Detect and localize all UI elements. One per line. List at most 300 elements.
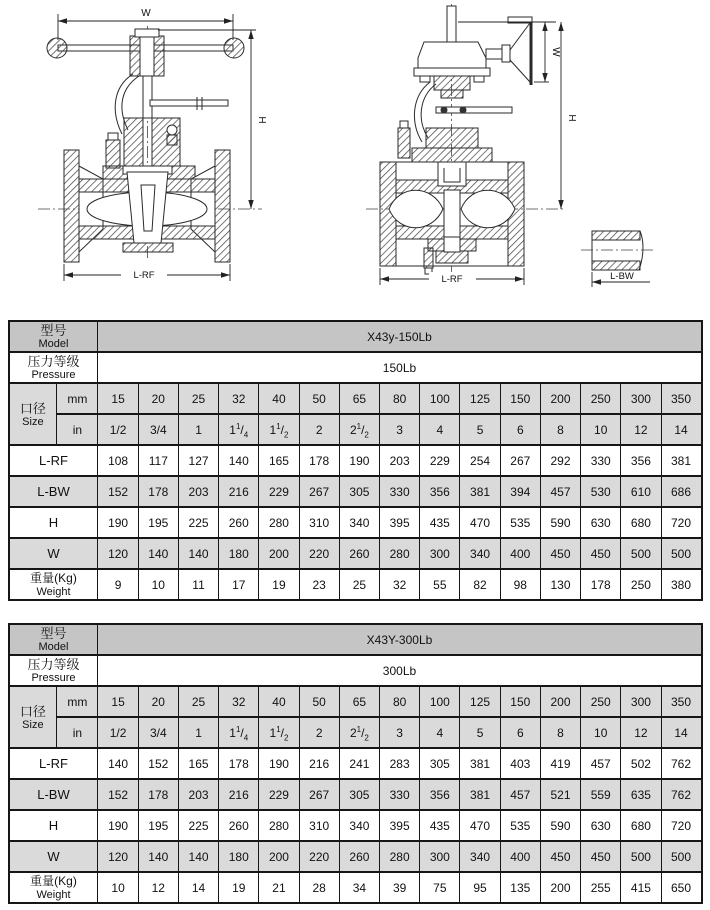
spec-cell: 75 (420, 872, 460, 903)
size-in-cell: 6 (500, 414, 540, 445)
size-in-row (9, 414, 702, 445)
size-in-cell: 2 (299, 717, 339, 748)
spec-cell: 17 (219, 569, 259, 600)
spec-cell: 686 (661, 476, 701, 507)
spec-cell: 195 (138, 810, 178, 841)
spec-cell: 305 (339, 476, 379, 507)
spec-cell: 108 (98, 445, 138, 476)
gland-lower (441, 90, 463, 98)
spec-cell: 140 (138, 841, 178, 872)
size-mm-cell: 200 (540, 686, 580, 717)
size-mm-cell: 150 (500, 383, 540, 414)
spec-cell: 630 (581, 810, 621, 841)
size-in-cell: 6 (500, 717, 540, 748)
spec-cell: 283 (380, 748, 420, 779)
spec-cell: 280 (380, 538, 420, 569)
spec-cell: 178 (138, 476, 178, 507)
spec-cell: 229 (259, 476, 299, 507)
wrench-ball-right (224, 38, 244, 58)
spec-cell: 200 (540, 872, 580, 903)
bonnet (426, 128, 478, 148)
spec-cell: 500 (621, 538, 661, 569)
size-mm-cell: 125 (460, 686, 500, 717)
spec-cell: 280 (259, 507, 299, 538)
spec-cell: 21 (259, 872, 299, 903)
spec-cell: 356 (420, 779, 460, 810)
size-mm-cell: 65 (339, 383, 379, 414)
spec-cell: 32 (380, 569, 420, 600)
spec-cell: 280 (380, 841, 420, 872)
pressure-row (9, 352, 702, 383)
spec-cell: 395 (380, 507, 420, 538)
spec-cell: 260 (339, 538, 379, 569)
size-mm-cell: 40 (259, 686, 299, 717)
size-mm-cell: 250 (581, 383, 621, 414)
spec-cell: 300 (420, 841, 460, 872)
spec-cell: 10 (98, 872, 138, 903)
spec-cell: 381 (661, 445, 701, 476)
size-mm-cell: 15 (98, 686, 138, 717)
row-label-weight: 重量(Kg) Weight (9, 569, 98, 600)
spec-cell: 140 (138, 538, 178, 569)
size-mm-cell: 350 (661, 686, 701, 717)
dim-label-w-left: W (141, 8, 151, 19)
model-value: X43y-150Lb (98, 321, 702, 352)
spec-cell: 216 (219, 779, 259, 810)
spec-cell: 200 (259, 538, 299, 569)
spec-cell: 190 (98, 507, 138, 538)
size-in-cell: $2^1/_2$ (339, 717, 379, 748)
size-in-cell: 1 (178, 414, 218, 445)
dim-label-h-left: H (256, 116, 267, 124)
flange-right (215, 150, 230, 262)
unit-in-label: in (57, 414, 98, 445)
spec-cell: 55 (420, 569, 460, 600)
bottom-cap-lower (436, 251, 468, 263)
size-in-cell: $1^1/_4$ (219, 717, 259, 748)
spec-cell: 381 (460, 748, 500, 779)
row-label-l-rf: L-RF (9, 748, 98, 779)
spec-cell: 260 (219, 507, 259, 538)
row-label-l-bw: L-BW (9, 779, 98, 810)
spec-row-h (9, 507, 702, 538)
size-mm-cell: 300 (621, 383, 661, 414)
spec-cell: 178 (138, 779, 178, 810)
spec-cell: 292 (540, 445, 580, 476)
unit-mm-label: mm (57, 686, 98, 717)
bottom-cover (123, 243, 173, 252)
size-mm-cell: 300 (621, 686, 661, 717)
plug-column (444, 190, 460, 239)
dim-label-lrf-right: L-RF (441, 274, 463, 285)
model-row (9, 321, 702, 352)
size-in-cell: 10 (581, 717, 621, 748)
dim-label-lrf-left: L-RF (133, 270, 155, 281)
bolt-head (108, 133, 118, 140)
spec-cell: 178 (219, 748, 259, 779)
model-label: 型号 Model (9, 321, 98, 352)
size-in-cell: 3 (380, 717, 420, 748)
spec-cell: 216 (299, 748, 339, 779)
spec-cell: 720 (661, 507, 701, 538)
spec-cell: 152 (138, 748, 178, 779)
spec-cell: 310 (299, 507, 339, 538)
spec-row-w (9, 841, 702, 872)
spec-cell: 127 (178, 445, 218, 476)
spec-cell: 203 (178, 476, 218, 507)
spec-cell: 229 (420, 445, 460, 476)
technical-drawings (0, 0, 710, 312)
spec-cell: 95 (460, 872, 500, 903)
size-in-cell: 12 (621, 414, 661, 445)
spec-cell: 435 (420, 507, 460, 538)
spec-cell: 267 (299, 476, 339, 507)
bottom-plug (444, 237, 460, 252)
row-label-w: W (9, 841, 98, 872)
size-mm-row (9, 686, 702, 717)
size-mm-cell: 100 (420, 686, 460, 717)
size-mm-cell: 50 (299, 383, 339, 414)
spec-cell: 140 (98, 748, 138, 779)
spec-cell: 180 (219, 841, 259, 872)
spec-cell: 610 (621, 476, 661, 507)
spec-cell: 220 (299, 538, 339, 569)
spec-row-l-rf (9, 748, 702, 779)
spec-cell: 450 (540, 841, 580, 872)
spec-cell: 203 (380, 445, 420, 476)
size-mm-cell: 350 (661, 383, 701, 414)
spec-cell: 254 (460, 445, 500, 476)
spec-cell: 470 (460, 507, 500, 538)
spec-row-l-bw (9, 779, 702, 810)
row-label-l-bw: L-BW (9, 476, 98, 507)
right-valve-drawing (366, 4, 577, 285)
spec-cell: 340 (460, 538, 500, 569)
spec-cell: 340 (339, 810, 379, 841)
spec-cell: 165 (178, 748, 218, 779)
spec-cell: 28 (299, 872, 339, 903)
spec-cell: 195 (138, 507, 178, 538)
spec-cell: 450 (581, 538, 621, 569)
row-label-h: H (9, 810, 98, 841)
spec-cell: 19 (219, 872, 259, 903)
spec-cell: 535 (500, 507, 540, 538)
spec-cell: 178 (581, 569, 621, 600)
spec-cell: 762 (661, 779, 701, 810)
spec-cell: 340 (339, 507, 379, 538)
pressure-label: 压力等级 Pressure (9, 352, 98, 383)
size-mm-cell: 125 (460, 383, 500, 414)
spec-cell: 381 (460, 779, 500, 810)
size-mm-cell: 65 (339, 686, 379, 717)
spec-cell: 152 (98, 476, 138, 507)
spec-cell: 300 (420, 538, 460, 569)
spec-cell: 229 (259, 779, 299, 810)
spec-row-weight (9, 569, 702, 600)
row-label-weight: 重量(Kg) Weight (9, 872, 98, 903)
spec-cell: 680 (621, 810, 661, 841)
size-mm-cell: 200 (540, 383, 580, 414)
gearbox-foot-right (474, 76, 484, 82)
spec-cell: 120 (98, 841, 138, 872)
pressure-label: 压力等级 Pressure (9, 655, 98, 686)
spec-cell: 14 (178, 872, 218, 903)
rising-stem (447, 6, 456, 42)
spec-cell: 415 (621, 872, 661, 903)
spec-cell: 241 (339, 748, 379, 779)
spec-cell: 635 (621, 779, 661, 810)
spec-cell: 762 (661, 748, 701, 779)
pipe-wall-top (592, 231, 640, 240)
flange-left (64, 150, 79, 262)
size-in-cell: 4 (420, 414, 460, 445)
spec-cell: 502 (621, 748, 661, 779)
stem-cap (135, 29, 159, 37)
spec-cell: 12 (138, 872, 178, 903)
spec-cell: 630 (581, 507, 621, 538)
spec-cell: 559 (581, 779, 621, 810)
spec-cell: 521 (540, 779, 580, 810)
spec-cell: 680 (621, 507, 661, 538)
pipe-wall-bottom (592, 261, 640, 270)
pressure-value: 300Lb (98, 655, 702, 686)
bolt-head (400, 121, 408, 128)
size-mm-cell: 20 (138, 383, 178, 414)
spec-cell: 216 (219, 476, 259, 507)
size-in-cell: 3/4 (138, 414, 178, 445)
spec-cell: 23 (299, 569, 339, 600)
side-rod (150, 100, 228, 106)
spec-row-l-rf (9, 445, 702, 476)
spec-cell: 220 (299, 841, 339, 872)
size-in-cell: 3/4 (138, 717, 178, 748)
size-in-row (9, 717, 702, 748)
spec-cell: 267 (299, 779, 339, 810)
spec-row-h (9, 810, 702, 841)
size-in-cell: 5 (460, 717, 500, 748)
size-in-cell: 5 (460, 414, 500, 445)
spec-cell: 267 (500, 445, 540, 476)
spec-cell: 330 (380, 476, 420, 507)
bonnet-flange (412, 148, 492, 162)
spec-cell: 165 (259, 445, 299, 476)
spec-cell: 178 (299, 445, 339, 476)
rod-pin-1 (441, 107, 448, 114)
spec-cell: 356 (621, 445, 661, 476)
spec-cell: 9 (98, 569, 138, 600)
size-in-cell: 14 (661, 717, 701, 748)
gland-bolt (106, 140, 120, 168)
spec-cell: 500 (621, 841, 661, 872)
spec-cell: 590 (540, 810, 580, 841)
spec-cell: 457 (540, 476, 580, 507)
spec-cell: 10 (138, 569, 178, 600)
model-label: 型号 Model (9, 624, 98, 655)
row-label-w: W (9, 538, 98, 569)
size-in-cell: $1^1/_2$ (259, 717, 299, 748)
size-in-cell: 14 (661, 414, 701, 445)
spec-row-weight (9, 872, 702, 903)
spec-cell: 403 (500, 748, 540, 779)
spec-cell: 130 (540, 569, 580, 600)
size-in-cell: 1/2 (98, 717, 138, 748)
spec-cell: 255 (581, 872, 621, 903)
spec-cell: 400 (500, 538, 540, 569)
size-in-cell: 8 (540, 717, 580, 748)
valve-drawings-svg (0, 0, 710, 312)
size-mm-cell: 15 (98, 383, 138, 414)
spec-cell: 500 (661, 538, 701, 569)
spec-cell: 120 (98, 538, 138, 569)
spec-cell: 394 (500, 476, 540, 507)
buttweld-stub-drawing (581, 231, 654, 287)
spec-cell: 310 (299, 810, 339, 841)
size-in-cell: 2 (299, 414, 339, 445)
fitting-base (167, 135, 177, 145)
spec-cell: 381 (460, 476, 500, 507)
gearbox-base (414, 68, 490, 76)
spec-cell: 380 (661, 569, 701, 600)
size-mm-cell: 40 (259, 383, 299, 414)
spec-cell: 395 (380, 810, 420, 841)
spec-cell: 400 (500, 841, 540, 872)
size-mm-cell: 32 (219, 383, 259, 414)
spec-cell: 530 (581, 476, 621, 507)
spec-cell: 340 (460, 841, 500, 872)
spec-cell: 260 (219, 810, 259, 841)
size-mm-cell: 32 (219, 686, 259, 717)
spec-cell: 19 (259, 569, 299, 600)
spec-cell: 280 (259, 810, 299, 841)
size-mm-cell: 150 (500, 686, 540, 717)
spec-cell: 135 (500, 872, 540, 903)
spec-cell: 535 (500, 810, 540, 841)
spec-cell: 470 (460, 810, 500, 841)
size-mm-cell: 25 (178, 686, 218, 717)
bonnet-bolt (398, 128, 410, 158)
spec-cell: 457 (581, 748, 621, 779)
spec-cell: 356 (420, 476, 460, 507)
size-in-cell: $2^1/_2$ (339, 414, 379, 445)
spec-cell: 190 (98, 810, 138, 841)
spec-cell: 650 (661, 872, 701, 903)
size-mm-cell: 100 (420, 383, 460, 414)
spec-table-150lb (8, 320, 703, 601)
spec-cell: 190 (339, 445, 379, 476)
dim-label-lbw: L-BW (610, 271, 634, 282)
spec-cell: 203 (178, 779, 218, 810)
unit-mm-label: mm (57, 383, 98, 414)
model-row (9, 624, 702, 655)
size-in-cell: $1^1/_4$ (219, 414, 259, 445)
spec-cell: 305 (339, 779, 379, 810)
spec-cell: 39 (380, 872, 420, 903)
size-in-cell: 4 (420, 717, 460, 748)
size-mm-row (9, 383, 702, 414)
spec-cell: 500 (661, 841, 701, 872)
left-valve-drawing (38, 8, 267, 281)
spec-cell: 450 (581, 841, 621, 872)
wheel-hub (502, 45, 510, 62)
size-label: 口径 Size (9, 383, 57, 445)
spec-cell: 260 (339, 841, 379, 872)
worm-shaft (486, 49, 502, 59)
spec-cell: 180 (219, 538, 259, 569)
spec-cell: 200 (259, 841, 299, 872)
spec-cell: 330 (581, 445, 621, 476)
size-in-cell: 1/2 (98, 414, 138, 445)
size-mm-cell: 80 (380, 383, 420, 414)
stem-inner (140, 37, 154, 76)
spec-cell: 457 (500, 779, 540, 810)
valve-stem (143, 76, 152, 118)
size-in-cell: $1^1/_2$ (259, 414, 299, 445)
size-mm-cell: 250 (581, 686, 621, 717)
spec-cell: 305 (420, 748, 460, 779)
spec-cell: 98 (500, 569, 540, 600)
gearbox-foot-left (420, 76, 430, 82)
pressure-row (9, 655, 702, 686)
spec-cell: 225 (178, 507, 218, 538)
spec-cell: 250 (621, 569, 661, 600)
size-in-cell: 10 (581, 414, 621, 445)
spec-cell: 25 (339, 569, 379, 600)
row-label-l-rf: L-RF (9, 445, 98, 476)
spec-cell: 152 (98, 779, 138, 810)
drain-bolt (424, 248, 433, 268)
spec-cell: 330 (380, 779, 420, 810)
spec-cell: 435 (420, 810, 460, 841)
dim-label-h-right: H (566, 114, 577, 122)
spec-table-300lb (8, 623, 703, 904)
size-in-cell: 3 (380, 414, 420, 445)
size-mm-cell: 50 (299, 686, 339, 717)
size-mm-cell: 25 (178, 383, 218, 414)
dim-label-w-right: W (550, 47, 561, 57)
pressure-value: 150Lb (98, 352, 702, 383)
spec-cell: 140 (219, 445, 259, 476)
gearbox-housing (418, 42, 486, 68)
spec-cell: 11 (178, 569, 218, 600)
unit-in-label: in (57, 717, 98, 748)
spec-cell: 140 (178, 841, 218, 872)
row-label-h: H (9, 507, 98, 538)
spec-cell: 720 (661, 810, 701, 841)
spec-row-l-bw (9, 476, 702, 507)
wrench-ball-left (47, 38, 67, 58)
spec-cell: 117 (138, 445, 178, 476)
plug-port (141, 185, 155, 231)
size-in-cell: 1 (178, 717, 218, 748)
spec-cell: 82 (460, 569, 500, 600)
size-in-cell: 12 (621, 717, 661, 748)
size-in-cell: 8 (540, 414, 580, 445)
spec-cell: 34 (339, 872, 379, 903)
size-label: 口径 Size (9, 686, 57, 748)
model-value: X43Y-300Lb (98, 624, 702, 655)
spec-cell: 590 (540, 507, 580, 538)
spec-row-w (9, 538, 702, 569)
gland (434, 76, 470, 90)
spec-cell: 450 (540, 538, 580, 569)
size-mm-cell: 80 (380, 686, 420, 717)
rod-pin-2 (460, 107, 467, 114)
spec-cell: 140 (178, 538, 218, 569)
spec-cell: 225 (178, 810, 218, 841)
spec-cell: 419 (540, 748, 580, 779)
packing-left (124, 118, 143, 166)
size-mm-cell: 20 (138, 686, 178, 717)
